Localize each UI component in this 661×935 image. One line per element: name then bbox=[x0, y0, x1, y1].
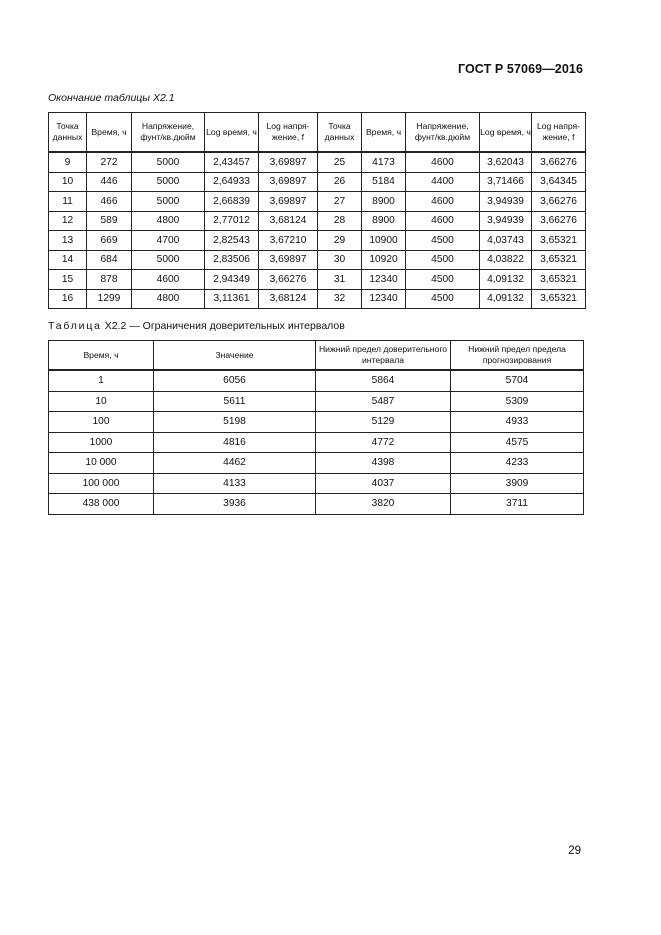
table2-header bbox=[49, 341, 584, 371]
table-cell: 4,09132 bbox=[480, 289, 532, 309]
table-cell: 4500 bbox=[406, 270, 480, 290]
table-cell: 14 bbox=[49, 250, 87, 270]
column-header: Время, ч bbox=[87, 113, 132, 153]
table2-caption-title: — Ограничения доверительных интервалов bbox=[129, 320, 345, 332]
table-cell: 684 bbox=[87, 250, 132, 270]
table-cell: 3,65321 bbox=[532, 250, 586, 270]
table-cell: 4600 bbox=[406, 192, 480, 212]
table-cell: 5000 bbox=[132, 172, 205, 192]
table-row bbox=[49, 473, 584, 494]
table-cell: 4233 bbox=[451, 453, 584, 474]
table-cell: 4800 bbox=[132, 211, 205, 231]
table-cell: 3,66276 bbox=[532, 192, 586, 212]
table-cell: 1299 bbox=[87, 289, 132, 309]
table-cell: 4173 bbox=[362, 152, 406, 172]
table-cell: 3,66276 bbox=[532, 211, 586, 231]
table-cell: 3,64345 bbox=[532, 172, 586, 192]
table-cell: 5129 bbox=[316, 412, 451, 433]
table-row bbox=[49, 391, 584, 412]
table-cell: 5611 bbox=[154, 391, 316, 412]
column-header: Log время, ч bbox=[480, 113, 532, 153]
table-cell: 3820 bbox=[316, 494, 451, 515]
table-cell: 5309 bbox=[451, 391, 584, 412]
table-cell: 10 000 bbox=[49, 453, 154, 474]
table-cell: 5000 bbox=[132, 250, 205, 270]
table2-header-row bbox=[49, 341, 584, 371]
table-cell: 5184 bbox=[362, 172, 406, 192]
table-cell: 4500 bbox=[406, 231, 480, 251]
table-cell: 878 bbox=[87, 270, 132, 290]
table-row bbox=[49, 289, 586, 309]
table-cell: 3,67210 bbox=[259, 231, 318, 251]
table-cell: 669 bbox=[87, 231, 132, 251]
table-cell: 3,69897 bbox=[259, 250, 318, 270]
table2-caption-label: Таблица bbox=[48, 320, 102, 332]
table-cell: 5487 bbox=[316, 391, 451, 412]
table-cell: 589 bbox=[87, 211, 132, 231]
table-cell: 12340 bbox=[362, 289, 406, 309]
table-row bbox=[49, 270, 586, 290]
table-row bbox=[49, 432, 584, 453]
table-cell: 28 bbox=[318, 211, 362, 231]
table-row bbox=[49, 192, 586, 212]
standard-designation: ГОСТ Р 57069—2016 bbox=[457, 62, 583, 76]
table-cell: 4500 bbox=[406, 289, 480, 309]
table-cell: 4398 bbox=[316, 453, 451, 474]
table-cell: 2,66839 bbox=[205, 192, 259, 212]
table-cell: 3,71466 bbox=[480, 172, 532, 192]
table-cell: 10 bbox=[49, 391, 154, 412]
table-cell: 4575 bbox=[451, 432, 584, 453]
table-cell: 5198 bbox=[154, 412, 316, 433]
table-cell: 3,69897 bbox=[259, 152, 318, 172]
column-header: Значение bbox=[154, 341, 316, 371]
table-cell: 272 bbox=[87, 152, 132, 172]
column-header: Время, ч bbox=[362, 113, 406, 153]
table-row bbox=[49, 453, 584, 474]
table-cell: 466 bbox=[87, 192, 132, 212]
table-cell: 3,66276 bbox=[259, 270, 318, 290]
table2-caption bbox=[48, 320, 345, 332]
table-cell: 3,69897 bbox=[259, 172, 318, 192]
table2-body bbox=[49, 370, 584, 514]
table1-body bbox=[49, 152, 586, 309]
column-header: Напряжение, фунт/кв.дюйм bbox=[132, 113, 205, 153]
table-cell: 27 bbox=[318, 192, 362, 212]
table-cell: 4700 bbox=[132, 231, 205, 251]
table-cell: 438 000 bbox=[49, 494, 154, 515]
table-cell: 8900 bbox=[362, 211, 406, 231]
table-cell: 3,94939 bbox=[480, 211, 532, 231]
column-header: Log время, ч bbox=[205, 113, 259, 153]
table-cell: 2,83506 bbox=[205, 250, 259, 270]
table-cell: 4600 bbox=[406, 211, 480, 231]
table-cell: 32 bbox=[318, 289, 362, 309]
table-cell: 4037 bbox=[316, 473, 451, 494]
table-cell: 5704 bbox=[451, 370, 584, 391]
table-cell: 8900 bbox=[362, 192, 406, 212]
table-cell: 2,43457 bbox=[205, 152, 259, 172]
table2-caption-number: Х2.2 bbox=[104, 320, 127, 332]
table-cell: 12340 bbox=[362, 270, 406, 290]
table-cell: 4,03743 bbox=[480, 231, 532, 251]
table-cell: 2,82543 bbox=[205, 231, 259, 251]
table-row bbox=[49, 494, 584, 515]
table-cell: 3,62043 bbox=[480, 152, 532, 172]
table-cell: 3,68124 bbox=[259, 211, 318, 231]
table-cell: 2,94349 bbox=[205, 270, 259, 290]
table-cell: 4816 bbox=[154, 432, 316, 453]
page-number: 29 bbox=[568, 845, 581, 857]
table-row bbox=[49, 370, 584, 391]
table-cell: 1 bbox=[49, 370, 154, 391]
table-cell: 10 bbox=[49, 172, 87, 192]
table-cell: 30 bbox=[318, 250, 362, 270]
table-cell: 3711 bbox=[451, 494, 584, 515]
table-cell: 15 bbox=[49, 270, 87, 290]
table-cell: 4600 bbox=[406, 152, 480, 172]
table-row bbox=[49, 412, 584, 433]
column-header: Напряжение, фунт/кв.дюйм bbox=[406, 113, 480, 153]
column-header: Нижний предел предела прогнозирования bbox=[451, 341, 584, 371]
table-cell: 10900 bbox=[362, 231, 406, 251]
table-row bbox=[49, 250, 586, 270]
table-cell: 10920 bbox=[362, 250, 406, 270]
table-cell: 3,68124 bbox=[259, 289, 318, 309]
table-cell: 100 bbox=[49, 412, 154, 433]
table1-header bbox=[49, 113, 586, 153]
column-header: Log напря- жение, f bbox=[259, 113, 318, 153]
table-cell: 4600 bbox=[132, 270, 205, 290]
table-cell: 5000 bbox=[132, 192, 205, 212]
table-cell: 5000 bbox=[132, 152, 205, 172]
table-row bbox=[49, 211, 586, 231]
table-cell: 3936 bbox=[154, 494, 316, 515]
table-cell: 5864 bbox=[316, 370, 451, 391]
table-cell: 29 bbox=[318, 231, 362, 251]
table-cell: 4462 bbox=[154, 453, 316, 474]
table-cell: 2,64933 bbox=[205, 172, 259, 192]
table-cell: 13 bbox=[49, 231, 87, 251]
data-points-table bbox=[48, 112, 586, 309]
table-cell: 4772 bbox=[316, 432, 451, 453]
table-cell: 4500 bbox=[406, 250, 480, 270]
table-row bbox=[49, 231, 586, 251]
column-header: Точка данных bbox=[318, 113, 362, 153]
table-row bbox=[49, 152, 586, 172]
column-header: Log напря- жение, f bbox=[532, 113, 586, 153]
table-cell: 100 000 bbox=[49, 473, 154, 494]
table-cell: 446 bbox=[87, 172, 132, 192]
table1-header-row bbox=[49, 113, 586, 153]
table-cell: 4,03822 bbox=[480, 250, 532, 270]
table1-caption: Окончание таблицы Х2.1 bbox=[48, 92, 175, 104]
table-cell: 4400 bbox=[406, 172, 480, 192]
table-cell: 9 bbox=[49, 152, 87, 172]
table-cell: 25 bbox=[318, 152, 362, 172]
table-cell: 3,65321 bbox=[532, 289, 586, 309]
table-cell: 4133 bbox=[154, 473, 316, 494]
table-cell: 3,65321 bbox=[532, 231, 586, 251]
table-cell: 3,94939 bbox=[480, 192, 532, 212]
table-cell: 4933 bbox=[451, 412, 584, 433]
column-header: Точка данных bbox=[49, 113, 87, 153]
table-cell: 3,66276 bbox=[532, 152, 586, 172]
confidence-limits-table bbox=[48, 340, 584, 515]
column-header: Нижний предел доверительного интервала bbox=[316, 341, 451, 371]
table-cell: 26 bbox=[318, 172, 362, 192]
table-cell: 12 bbox=[49, 211, 87, 231]
table-cell: 3909 bbox=[451, 473, 584, 494]
table-cell: 6056 bbox=[154, 370, 316, 391]
table-cell: 3,69897 bbox=[259, 192, 318, 212]
table-cell: 2,77012 bbox=[205, 211, 259, 231]
table-row bbox=[49, 172, 586, 192]
table-cell: 3,11361 bbox=[205, 289, 259, 309]
table-cell: 4800 bbox=[132, 289, 205, 309]
table-cell: 16 bbox=[49, 289, 87, 309]
table-cell: 11 bbox=[49, 192, 87, 212]
table-cell: 1000 bbox=[49, 432, 154, 453]
column-header: Время, ч bbox=[49, 341, 154, 371]
table-cell: 4,09132 bbox=[480, 270, 532, 290]
table-cell: 31 bbox=[318, 270, 362, 290]
table-cell: 3,65321 bbox=[532, 270, 586, 290]
